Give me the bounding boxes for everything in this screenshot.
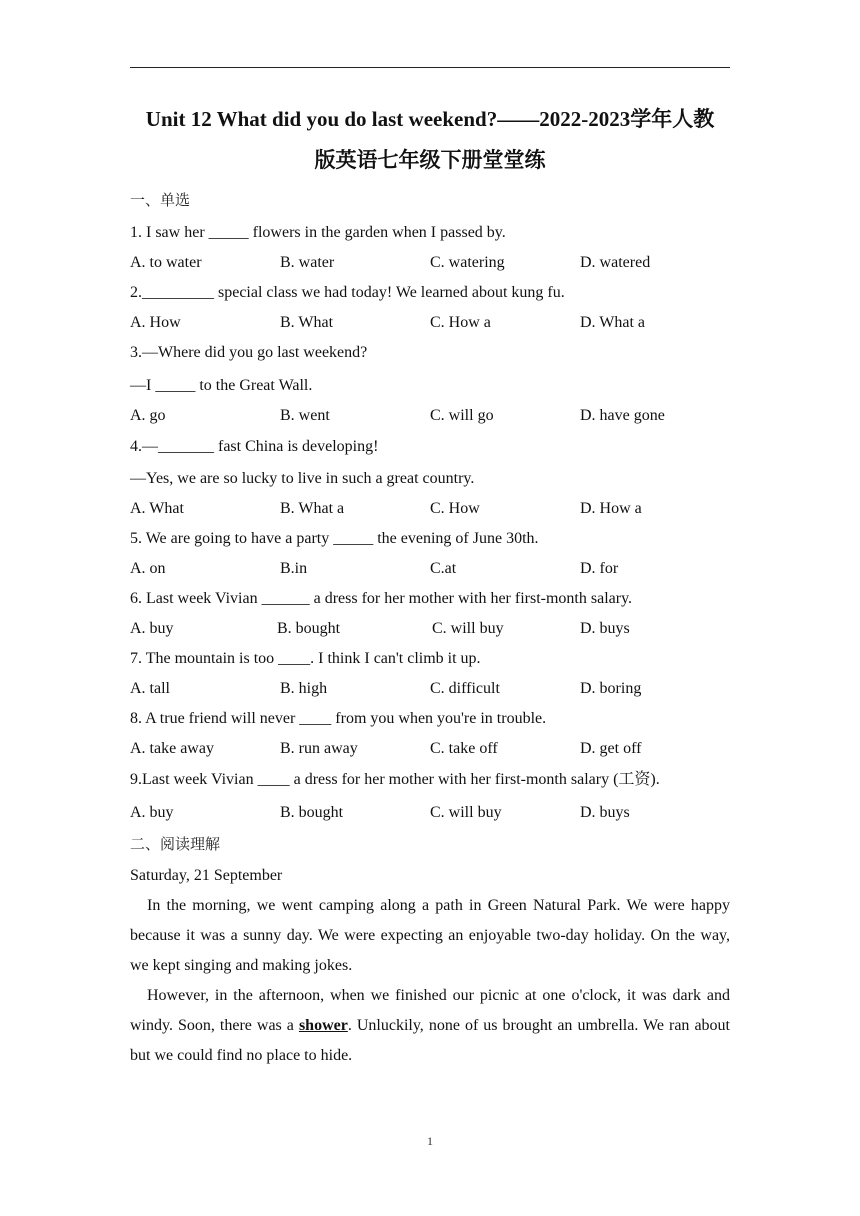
q6-option-c: C. will buy	[432, 620, 504, 637]
q6-option-b: B. bought	[277, 620, 341, 637]
q8-option-a: A. take away	[130, 740, 214, 757]
q3-option-c: C. will go	[430, 407, 494, 424]
reading-paragraph-1: In the morning, we went camping along a path in Green Natural Park. We were happy because it was a sunny day. We were expecting an enjoyable two-day holiday. On the way, we kept singing and making jokes.	[130, 897, 730, 974]
q5-option-a: A. on	[130, 560, 166, 577]
q6-option-d: D. buys	[580, 620, 630, 637]
question-1: 1. I saw her _____ flowers in the garden when I passed by.	[130, 224, 506, 241]
q2-option-a: A. How	[130, 314, 181, 331]
q5-option-c: C.at	[430, 560, 457, 577]
question-2: 2._________ special class we had today! We learned about kung fu.	[130, 284, 565, 301]
section-heading-reading: 二、阅读理解	[130, 835, 221, 853]
q8-option-d: D. get off	[580, 740, 642, 757]
q4-option-a: A. What	[130, 500, 184, 517]
q1-option-c: C. watering	[430, 254, 505, 271]
reading-paragraph-2	[130, 981, 730, 1071]
q7-option-d: D. boring	[580, 680, 642, 697]
doc-title-line2: 版英语七年级下册堂堂练	[314, 148, 546, 172]
question-5: 5. We are going to have a party _____ the evening of June 30th.	[130, 530, 539, 547]
q9-option-c: C. will buy	[430, 804, 502, 821]
q1-option-d: D. watered	[580, 254, 651, 271]
q4-option-b: B. What a	[280, 500, 345, 517]
q2-option-c: C. How a	[430, 314, 491, 331]
reading-paragraph-2-start: However, in the afternoon, when we finished our picnic at one o'clock, it was dark and windy. Soon, there was a	[130, 987, 730, 1034]
q9-option-a: A. buy	[130, 804, 174, 821]
q3-option-d: D. have gone	[580, 407, 665, 424]
q2-option-d: D. What a	[580, 314, 646, 331]
q6-option-a: A. buy	[130, 620, 174, 637]
q8-option-c: C. take off	[430, 740, 498, 757]
question-4: 4.—_______ fast China is developing!	[130, 438, 379, 455]
header-rule	[130, 67, 730, 68]
underlined-word: shower	[298, 1017, 348, 1034]
q7-option-b: B. high	[280, 680, 328, 697]
question-8: 8. A true friend will never ____ from you when you're in trouble.	[130, 710, 547, 727]
q8-option-b: B. run away	[280, 740, 358, 757]
question-9: 9.Last week Vivian ____ a dress for her mother with her first-month salary (工资).	[130, 771, 660, 788]
doc-title-line1: Unit 12 What did you do last weekend?——2022-2023学年人教	[145, 107, 715, 131]
q5-option-d: D. for	[580, 560, 619, 577]
q1-option-b: B. water	[280, 254, 335, 271]
q3-option-a: A. go	[130, 407, 166, 424]
q7-option-a: A. tall	[130, 680, 170, 697]
q1-option-a: A. to water	[130, 254, 202, 271]
q4-option-d: D. How a	[580, 500, 642, 517]
q2-option-b: B. What	[280, 314, 334, 331]
reading-date: Saturday, 21 September	[130, 867, 283, 884]
q5-option-b: B.in	[280, 560, 308, 577]
q9-option-b: B. bought	[280, 804, 344, 821]
q7-option-c: C. difficult	[430, 680, 500, 697]
question-3: 3.—Where did you go last weekend?	[130, 344, 368, 361]
q4-option-c: C. How	[430, 500, 480, 517]
q3-option-b: B. went	[280, 407, 330, 424]
question-3-reply: —I _____ to the Great Wall.	[130, 377, 313, 394]
q9-option-d: D. buys	[580, 804, 630, 821]
question-7: 7. The mountain is too ____. I think I can't climb it up.	[130, 650, 481, 667]
reading-paragraph-2-end: . Unluckily, none of us brought an umbrella. We ran about but we could find no place to hide.	[130, 1017, 730, 1064]
section-heading-single-choice: 一、单选	[130, 191, 191, 209]
question-4-reply: —Yes, we are so lucky to live in such a great country.	[130, 470, 475, 487]
question-6: 6. Last week Vivian ______ a dress for her mother with her first-month salary.	[130, 590, 633, 607]
page-number: 1	[427, 1134, 433, 1148]
